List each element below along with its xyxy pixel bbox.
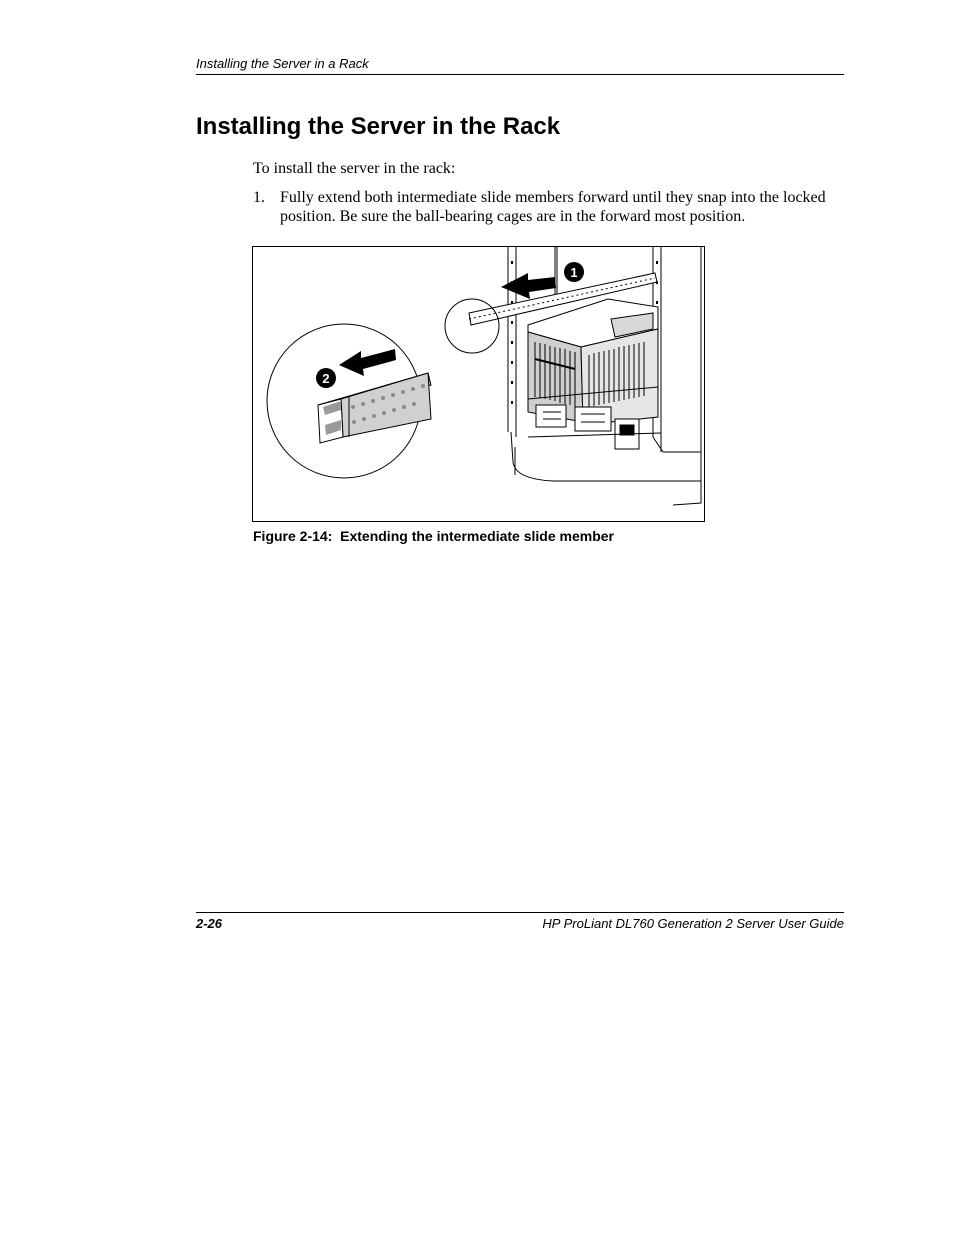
arrow-1-icon	[501, 273, 556, 299]
page-number: 2-26	[196, 916, 223, 931]
intro-text: To install the server in the rack:	[253, 160, 456, 177]
step-text: Fully extend both intermediate slide members forward until they snap into the locked position. Be sure the ball-bearing cages are in the forward most position.	[280, 189, 826, 225]
running-footer	[196, 912, 844, 932]
running-header-title: Installing the Server in a Rack	[196, 56, 369, 71]
callout-badge-1	[564, 262, 584, 282]
step-item	[253, 188, 843, 226]
callout-label-2: 2	[322, 371, 330, 386]
figure-illustration	[252, 246, 705, 522]
detail-magnified-view	[267, 324, 431, 478]
section-title: Installing the Server in the Rack	[196, 113, 561, 140]
detail-callout-circle	[445, 299, 499, 353]
callout-label-1: 1	[570, 265, 578, 280]
step-number: 1.	[253, 189, 265, 206]
running-header	[196, 56, 844, 75]
guide-title: HP ProLiant DL760 Generation 2 Server User Guide	[542, 916, 844, 931]
callout-badge-2	[316, 368, 336, 388]
rack-slide-illustration	[253, 247, 704, 521]
steps-list	[253, 188, 843, 226]
figure-caption: Figure 2-14: Extending the intermediate slide member	[253, 528, 614, 544]
